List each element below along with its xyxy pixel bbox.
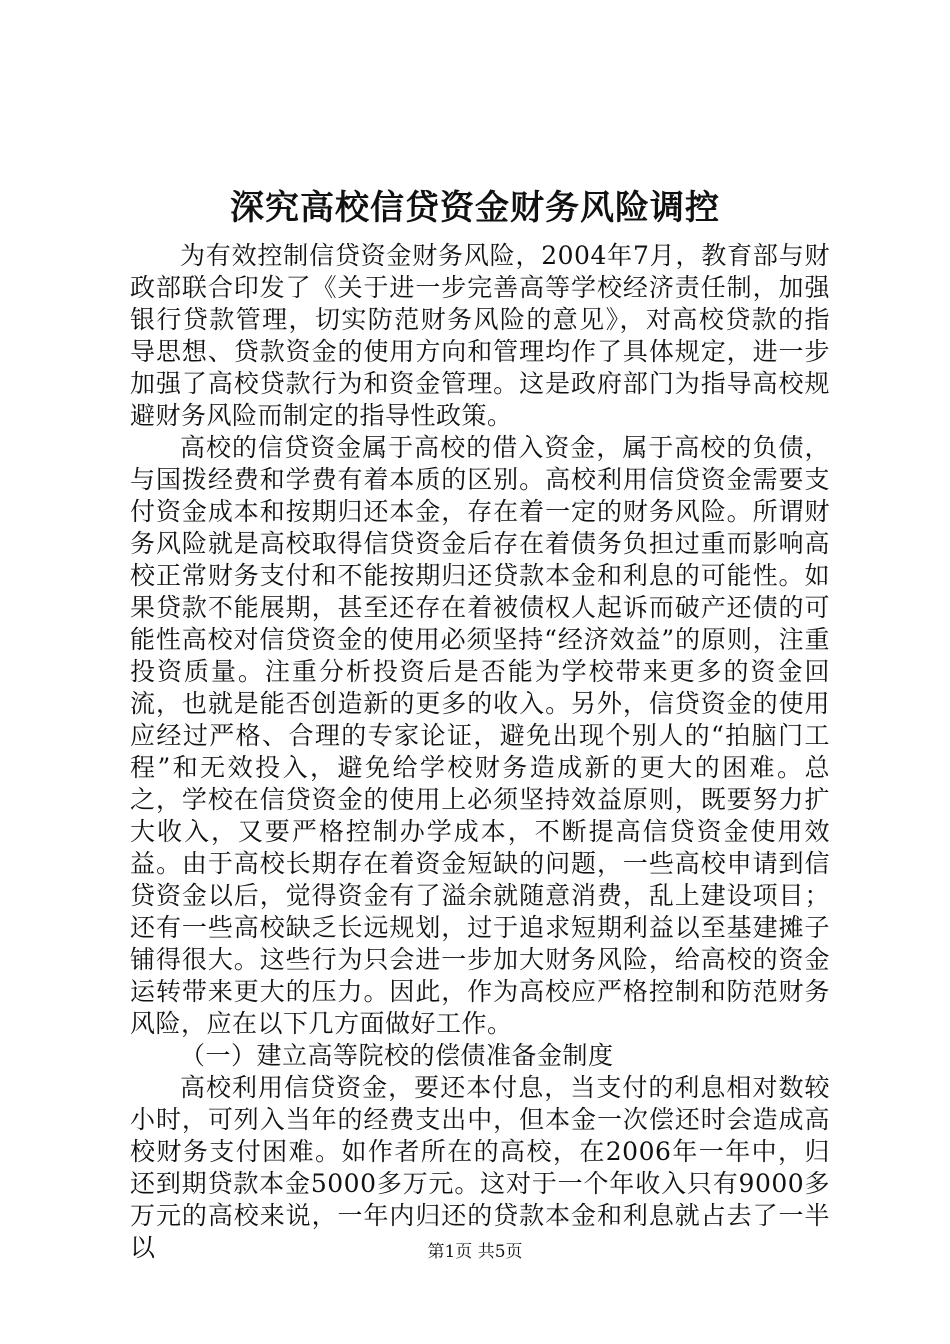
paragraph-intro: 为有效控制信贷资金财务风险，2004年7月，教育部与财政部联合印发了《关于进一步完善高等学校经济责任制，加强银行贷款管理，切实防范财务风险的意见》，对高校贷款的指导思想、贷款资金的使用方向和管理均作了具体规定，进一步加强了高校贷款行为和资金管理。这是政府部门为指导高校规避财务风险而制定的指导性政策。	[130, 241, 830, 430]
section-heading-1: （一）建立高等院校的偿债准备金制度	[180, 1041, 614, 1070]
paragraph-risk-analysis: 高校的信贷资金属于高校的借入资金，属于高校的负债，与国拨经费和学费有着本质的区别。高校利用信贷资金需要支付资金成本和按期归还本金，存在着一定的财务风险。所谓财务风险就是高校取得信贷资金后存在着债务负担过重而影响高校正常财务支付和不能按期归还贷款本金和利息的可能性。如果贷款不能展期，甚至还存在着被债权人起诉而破产还债的可能性高校对信贷资金的使用必须坚持“经济效益”的原则，注重投资质量。注重分析投资后是否能为学校带来更多的资金回流，也就是能否创造新的更多的收入。另外，信贷资金的使用应经过严格、合理的专家论证，避免出现个别人的“拍脑门工程”和无效投入，避免给学校财务造成新的更大的困难。总之，学校在信贷资金的使用上必须坚持效益原则，既要努力扩大收入，又要严格控制办学成本，不断提高信贷资金使用效益。由于高校长期存在着资金短缺的问题，一些高校申请到信贷资金以后，觉得资金有了溢余就随意消费，乱上建设项目；还有一些高校缺乏长远规划，过于追求短期利益以至基建摊子铺得很大。这些行为只会进一步加大财务风险，给高校的资金运转带来更大的压力。因此，作为高校应严格控制和防范财务风险，应在以下几方面做好工作。	[130, 433, 830, 1038]
document-body	[130, 240, 830, 1264]
paragraph-reserve-fund: 高校利用信贷资金，要还本付息，当支付的利息相对数较小时，可列入当年的经费支出中，但本金一次偿还时会造成高校财务支付困难。如作者所在的高校，在2006年一年中，归还到期贷款本金5000多万元。这对于一个年收入只有9000多万元的高校来说，一年内归还的贷款本金和利息就占去了一半以	[130, 1073, 830, 1262]
page-number-footer: 第1页 共5页	[427, 1242, 523, 1262]
document-title: 深究高校信贷资金财务风险调控	[230, 188, 720, 228]
